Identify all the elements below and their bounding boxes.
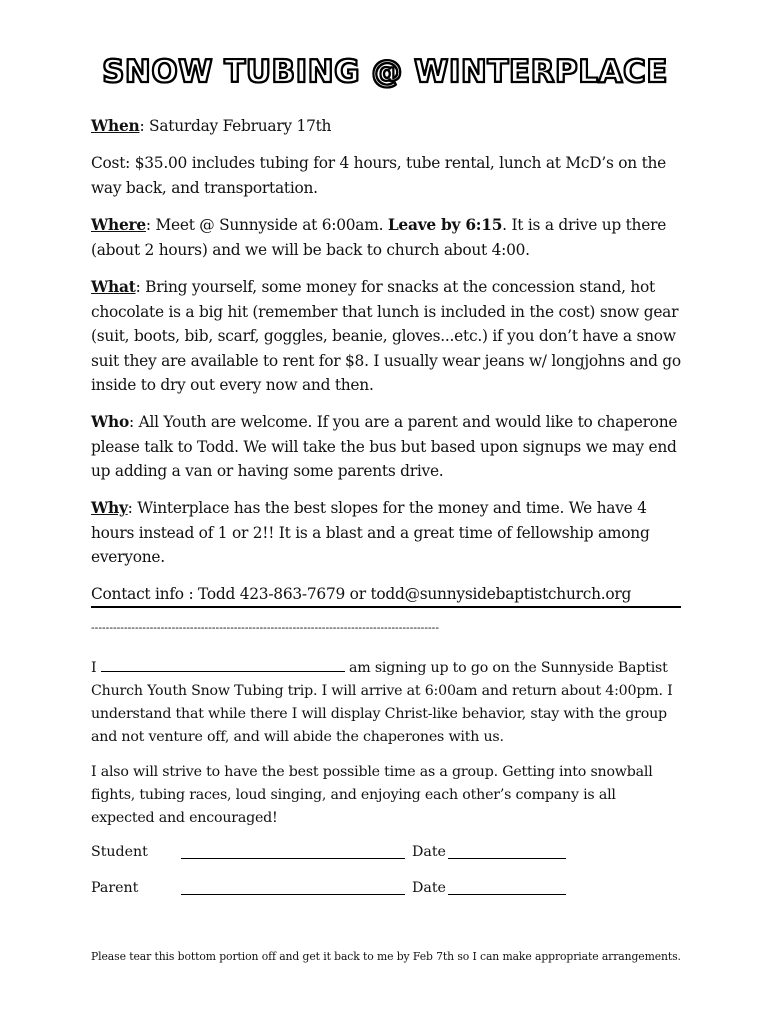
parent-signature-line <box>181 880 405 895</box>
parent-date-label: Date <box>412 880 446 896</box>
what-label: What <box>91 278 136 296</box>
tear-line: ----------------------------------------------------------------------------------------------- <box>91 622 439 634</box>
when-label: When <box>91 117 140 135</box>
student-date-label: Date <box>412 844 446 860</box>
student-signature-row <box>91 844 681 866</box>
contact-underline <box>91 606 681 608</box>
why-section <box>91 496 681 570</box>
name-blank-line <box>101 658 345 672</box>
what-text: : Bring yourself, some money for snacks at the concession stand, hot chocolate is a big hit (remember that lunch is included in the cost) snow gear (suit, boots, bib, scarf, goggles, beanie, gloves...etc.) if you don’t have a snow suit they are available to rent for $8. I usually wear jeans w/ longjohns and go inside to dry out every now and then. <box>91 278 681 394</box>
student-signature-line <box>181 844 405 859</box>
why-text: : Winterplace has the best slopes for the money and time. We have 4 hours instead of 1 or 2!! It is a blast and a great time of fellowship among everyone. <box>91 499 650 566</box>
when-text: : Saturday February 17th <box>139 117 332 135</box>
student-label: Student <box>91 844 148 860</box>
where-bold-text: Leave by 6:15 <box>387 216 503 234</box>
what-section <box>91 275 681 398</box>
where-text-1: : Meet @ Sunnyside at 6:00am. <box>145 216 388 234</box>
student-date-line <box>448 844 566 859</box>
pledge-paragraph <box>91 657 681 749</box>
cost-section: Cost: $35.00 includes tubing for 4 hours, tube rental, lunch at McD’s on the way back, and transportation. <box>91 154 667 197</box>
parent-label: Parent <box>91 880 139 896</box>
when-section <box>91 114 681 139</box>
strive-paragraph: I also will strive to have the best possible time as a group. Getting into snowball fights, tubing races, loud singing, and enjoying each other’s company is all expected and encouraged! <box>91 764 653 826</box>
who-text: : All Youth are welcome. If you are a parent and would like to chaperone please talk to Todd. We will take the bus but based upon signups we may end up adding a van or having some parents drive. <box>91 413 678 480</box>
why-label: Why <box>91 499 128 517</box>
where-label: Where <box>91 216 146 234</box>
parent-date-line <box>448 880 566 895</box>
parent-signature-row <box>91 880 681 902</box>
where-text-2: . It is a drive up there (about 2 hours) and we will be back to church about 4:00. <box>91 216 667 259</box>
who-section <box>91 410 681 484</box>
who-label: Who <box>91 413 129 431</box>
where-section <box>91 213 681 262</box>
pledge-lead: I <box>91 660 97 676</box>
contact-info: Contact info : Todd 423-863-7679 or todd@sunnysidebaptistchurch.org <box>91 585 632 603</box>
page-title: SNOW TUBING @ WINTERPLACE <box>102 54 668 90</box>
pledge-text: am signing up to go on the Sunnyside Baptist Church Youth Snow Tubing trip. I will arrive at 6:00am and return about 4:00pm. I understand that while there I will display Christ-like behavior, stay with the group and not venture off, and will abide the chaperones with us. <box>91 660 673 745</box>
footer-note: Please tear this bottom portion off and get it back to me by Feb 7th so I can make appropriate arrangements. <box>91 950 681 963</box>
